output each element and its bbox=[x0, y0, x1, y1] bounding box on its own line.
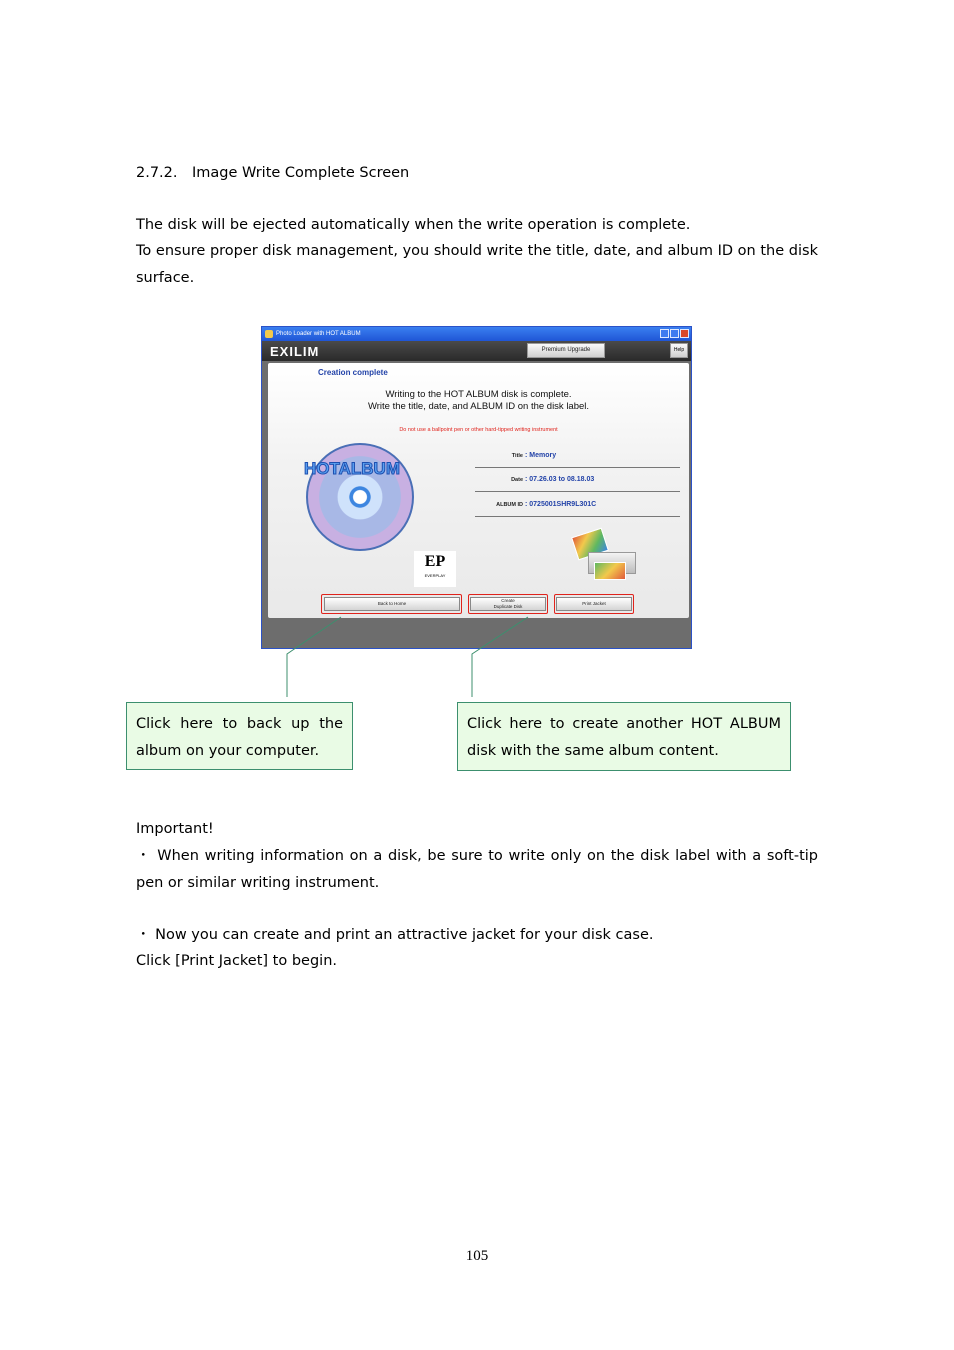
section-title: Image Write Complete Screen bbox=[192, 165, 410, 181]
button-label-line-1: Create bbox=[501, 598, 515, 603]
back-to-home-button[interactable]: Back to Home bbox=[324, 597, 460, 611]
everplay-text: EVERPLAY bbox=[424, 573, 446, 578]
panel-heading: Creation complete bbox=[318, 368, 388, 377]
field-label: Title bbox=[511, 453, 523, 459]
hotalbum-logo: HOTALBUM bbox=[304, 459, 400, 478]
exilim-logo: EXILIM bbox=[270, 344, 320, 359]
field-value: : Memory bbox=[525, 452, 557, 459]
backup-callout: Click here to back up the album on your computer. bbox=[126, 702, 353, 770]
help-button[interactable]: Help bbox=[670, 343, 688, 358]
warning-text: Do not use a ballpoint pen or other hard-tipped writing instrument bbox=[399, 427, 558, 433]
right-leader-line bbox=[472, 617, 528, 697]
intro-line-2: To ensure proper disk management, you should write the title, date, and album ID on the disk surface. bbox=[136, 243, 818, 286]
field-label: ALBUM ID bbox=[496, 502, 523, 508]
important-bullet-2: ・ Now you can create and print an attractive jacket for your disk case. bbox=[136, 927, 654, 943]
button-label-line-2: Duplicate Disk bbox=[493, 604, 523, 609]
window-title: Photo Loader with HOT ALBUM bbox=[276, 331, 361, 337]
message-line-1: Writing to the HOT ALBUM disk is complete. bbox=[385, 389, 572, 400]
field-label: Date bbox=[511, 477, 523, 483]
field-value: : 07.26.03 to 08.18.03 bbox=[525, 476, 595, 483]
premium-upgrade-button[interactable]: Premium Upgrade bbox=[527, 343, 605, 358]
page-number: 105 bbox=[465, 1248, 489, 1264]
important-heading: Important! bbox=[136, 821, 214, 837]
message-line-2: Write the title, date, and ALBUM ID on the disk label. bbox=[367, 401, 590, 412]
intro-line-1: The disk will be ejected automatically when the write operation is complete. bbox=[136, 217, 691, 233]
section-number: 2.7.2. bbox=[136, 165, 178, 181]
print-jacket-button[interactable]: Print Jacket bbox=[556, 597, 632, 611]
important-bullet-2-line-2: Click [Print Jacket] to begin. bbox=[136, 953, 337, 969]
left-leader-line bbox=[287, 617, 341, 697]
duplicate-callout: Click here to create another HOT ALBUM disk with the same album content. bbox=[457, 702, 791, 771]
everplay-mark: EP bbox=[424, 553, 446, 570]
important-bullet-1: ・ When writing information on a disk, be sure to write only on the disk label with a soft-tip pen or similar writing instrument. bbox=[136, 848, 818, 891]
field-value: : 0725001SHR9L301C bbox=[525, 501, 597, 508]
